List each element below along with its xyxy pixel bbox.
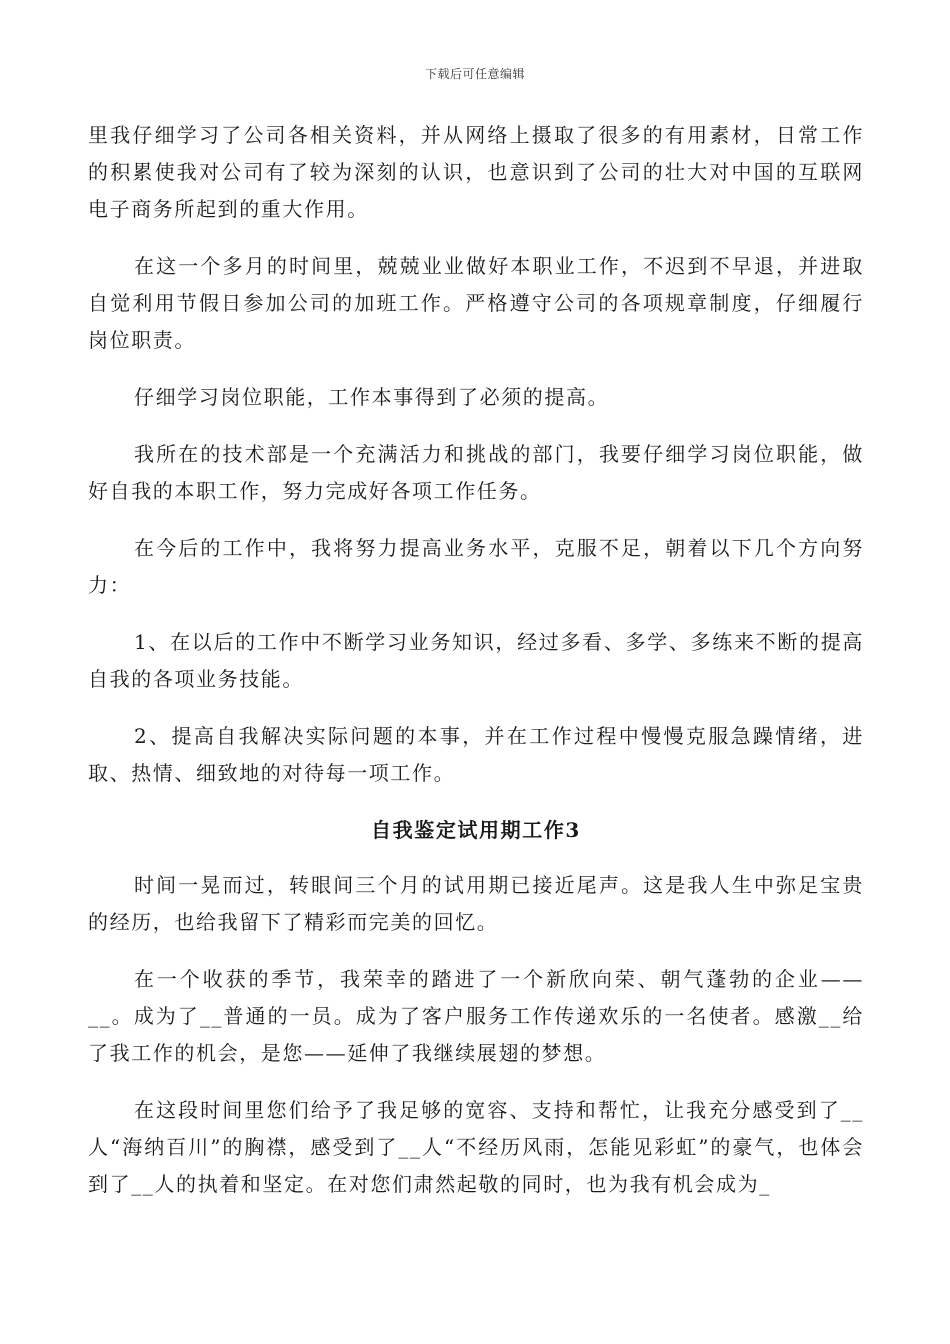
- header-note: 下载后可任意编辑: [424, 67, 525, 81]
- paragraph: 在今后的工作中，我将努力提高业务水平，克服不足，朝着以下几个方向努力：: [88, 536, 864, 597]
- paragraph: 时间一晃而过，转眼间三个月的试用期已接近尾声。这是我人生中弥足宝贵的经历，也给我留下了精彩而完美的回忆。: [88, 873, 864, 934]
- paragraph: 在一个收获的季节，我荣幸的踏进了一个新欣向荣、朝气蓬勃的企业——__。成为了__普通的一员。成为了客户服务工作传递欢乐的一名使者。感激__给了我工作的机会，是您——延伸了我继续展翅的梦想。: [88, 967, 864, 1065]
- paragraph: 在这一个多月的时间里，兢兢业业做好本职业工作，不迟到不早退，并进取自觉利用节假日参加公司的加班工作。严格遵守公司的各项规章制度，仔细履行岗位职责。: [88, 254, 864, 352]
- paragraph: 仔细学习岗位职能，工作本事得到了必须的提高。: [134, 385, 610, 409]
- paragraph: 在这段时间里您们给予了我足够的宽容、支持和帮忙，让我充分感受到了__人“海纳百川”的胸襟，感受到了__人“不经历风雨，怎能见彩虹”的豪气，也体会到了__人的执着和坚定。在对您们肃然起敬的同时，也为我有机会成为_: [88, 1098, 864, 1196]
- paragraph: 里我仔细学习了公司各相关资料，并从网络上摄取了很多的有用素材，日常工作的积累使我对公司有了较为深刻的认识，也意识到了公司的壮大对中国的互联网电子商务所起到的重大作用。: [88, 123, 864, 221]
- paragraph: 我所在的技术部是一个充满活力和挑战的部门，我要仔细学习岗位职能，做好自我的本职工作，努力完成好各项工作任务。: [88, 442, 864, 503]
- section-title: 自我鉴定试用期工作3: [371, 818, 581, 842]
- list-item: 2、提高自我解决实际问题的本事，并在工作过程中慢慢克服急躁情绪，进取、热情、细致地的对待每一项工作。: [88, 724, 864, 785]
- document-body: [88, 117, 864, 1223]
- list-item: 1、在以后的工作中不断学习业务知识，经过多看、多学、多练来不断的提高自我的各项业务技能。: [88, 630, 864, 691]
